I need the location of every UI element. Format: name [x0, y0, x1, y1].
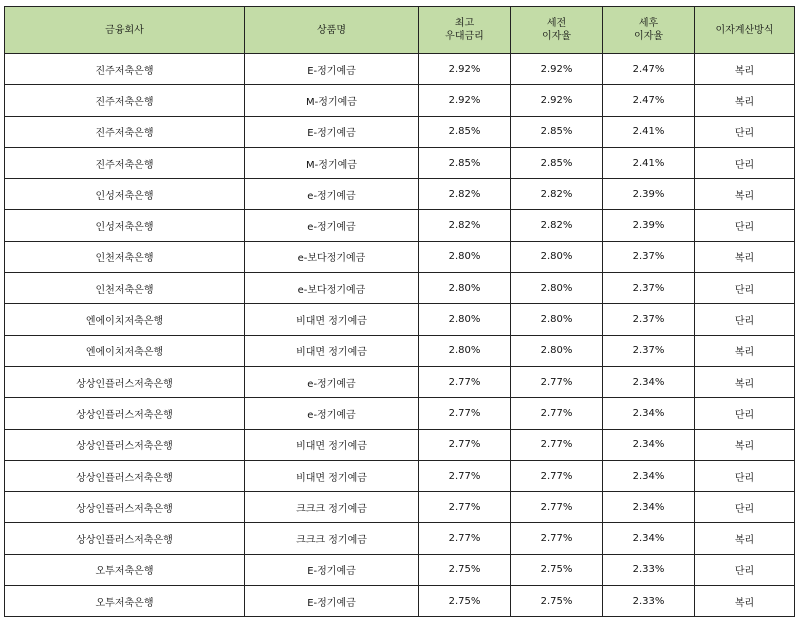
company-cell: 인성저축은행: [5, 210, 245, 241]
method-cell: 복리: [695, 523, 795, 554]
table-row: [5, 210, 795, 241]
max-rate-cell: 2.77%: [419, 492, 511, 523]
product-cell: 비대면 정기예금: [245, 304, 419, 335]
product-cell: M-정기예금: [245, 85, 419, 116]
pretax-rate-cell: 2.77%: [511, 398, 603, 429]
pretax-rate-cell: 2.82%: [511, 210, 603, 241]
table-row: [5, 304, 795, 335]
max-rate-cell: 2.77%: [419, 523, 511, 554]
aftertax-rate-cell: 2.39%: [603, 179, 695, 210]
pretax-rate-cell: 2.80%: [511, 241, 603, 272]
method-cell: 단리: [695, 273, 795, 304]
company-cell: 상상인플러스저축은행: [5, 492, 245, 523]
savings-rate-table: [4, 6, 795, 617]
product-cell: 비대면 정기예금: [245, 335, 419, 366]
aftertax-rate-cell: 2.34%: [603, 460, 695, 491]
table-row: [5, 554, 795, 585]
max-rate-cell: 2.80%: [419, 273, 511, 304]
header-product: 상품명: [245, 7, 419, 54]
max-rate-cell: 2.85%: [419, 147, 511, 178]
pretax-rate-cell: 2.92%: [511, 54, 603, 85]
max-rate-cell: 2.77%: [419, 460, 511, 491]
table-row: [5, 54, 795, 85]
product-cell: 비대면 정기예금: [245, 429, 419, 460]
product-cell: E-정기예금: [245, 54, 419, 85]
company-cell: 인천저축은행: [5, 273, 245, 304]
aftertax-rate-cell: 2.34%: [603, 429, 695, 460]
company-cell: 상상인플러스저축은행: [5, 366, 245, 397]
aftertax-rate-cell: 2.41%: [603, 116, 695, 147]
company-cell: 상상인플러스저축은행: [5, 460, 245, 491]
pretax-rate-cell: 2.77%: [511, 366, 603, 397]
pretax-rate-cell: 2.77%: [511, 492, 603, 523]
aftertax-rate-cell: 2.34%: [603, 523, 695, 554]
method-cell: 복리: [695, 241, 795, 272]
product-cell: e-정기예금: [245, 210, 419, 241]
max-rate-cell: 2.77%: [419, 429, 511, 460]
aftertax-rate-cell: 2.34%: [603, 492, 695, 523]
pretax-rate-cell: 2.75%: [511, 586, 603, 617]
pretax-rate-cell: 2.77%: [511, 523, 603, 554]
product-cell: e-정기예금: [245, 366, 419, 397]
table-row: [5, 492, 795, 523]
aftertax-rate-cell: 2.37%: [603, 241, 695, 272]
table-row: [5, 273, 795, 304]
company-cell: 진주저축은행: [5, 147, 245, 178]
pretax-rate-cell: 2.77%: [511, 460, 603, 491]
product-cell: e-정기예금: [245, 398, 419, 429]
product-cell: E-정기예금: [245, 554, 419, 585]
product-cell: E-정기예금: [245, 116, 419, 147]
company-cell: 상상인플러스저축은행: [5, 429, 245, 460]
aftertax-rate-cell: 2.34%: [603, 366, 695, 397]
pretax-rate-cell: 2.92%: [511, 85, 603, 116]
method-cell: 복리: [695, 179, 795, 210]
aftertax-rate-cell: 2.37%: [603, 273, 695, 304]
table-row: [5, 179, 795, 210]
header-interest-method: 이자계산방식: [695, 7, 795, 54]
pretax-rate-cell: 2.85%: [511, 147, 603, 178]
max-rate-cell: 2.85%: [419, 116, 511, 147]
company-cell: 인성저축은행: [5, 179, 245, 210]
company-cell: 인천저축은행: [5, 241, 245, 272]
method-cell: 복리: [695, 429, 795, 460]
company-cell: 오투저축은행: [5, 554, 245, 585]
method-cell: 단리: [695, 147, 795, 178]
company-cell: 오투저축은행: [5, 586, 245, 617]
aftertax-rate-cell: 2.33%: [603, 586, 695, 617]
method-cell: 복리: [695, 586, 795, 617]
pretax-rate-cell: 2.77%: [511, 429, 603, 460]
method-cell: 단리: [695, 116, 795, 147]
max-rate-cell: 2.92%: [419, 54, 511, 85]
table-row: [5, 85, 795, 116]
aftertax-rate-cell: 2.34%: [603, 398, 695, 429]
method-cell: 단리: [695, 460, 795, 491]
pretax-rate-cell: 2.85%: [511, 116, 603, 147]
max-rate-cell: 2.80%: [419, 335, 511, 366]
company-cell: 진주저축은행: [5, 85, 245, 116]
table-row: [5, 241, 795, 272]
method-cell: 복리: [695, 335, 795, 366]
table-row: [5, 366, 795, 397]
product-cell: M-정기예금: [245, 147, 419, 178]
table-row: [5, 586, 795, 617]
company-cell: 상상인플러스저축은행: [5, 398, 245, 429]
header-company: 금융회사: [5, 7, 245, 54]
aftertax-rate-cell: 2.47%: [603, 54, 695, 85]
aftertax-rate-cell: 2.37%: [603, 335, 695, 366]
table-row: [5, 523, 795, 554]
header-row: [5, 7, 795, 54]
max-rate-cell: 2.82%: [419, 210, 511, 241]
table-row: [5, 147, 795, 178]
method-cell: 단리: [695, 398, 795, 429]
aftertax-rate-cell: 2.39%: [603, 210, 695, 241]
header-max-preferential-rate: 최고 우대금리: [419, 7, 511, 54]
pretax-rate-cell: 2.82%: [511, 179, 603, 210]
product-cell: 크크크 정기예금: [245, 492, 419, 523]
table-row: [5, 398, 795, 429]
company-cell: 상상인플러스저축은행: [5, 523, 245, 554]
pretax-rate-cell: 2.80%: [511, 335, 603, 366]
table-row: [5, 335, 795, 366]
pretax-rate-cell: 2.80%: [511, 273, 603, 304]
product-cell: E-정기예금: [245, 586, 419, 617]
max-rate-cell: 2.92%: [419, 85, 511, 116]
product-cell: 크크크 정기예금: [245, 523, 419, 554]
method-cell: 단리: [695, 210, 795, 241]
aftertax-rate-cell: 2.33%: [603, 554, 695, 585]
method-cell: 복리: [695, 54, 795, 85]
max-rate-cell: 2.80%: [419, 304, 511, 335]
max-rate-cell: 2.82%: [419, 179, 511, 210]
aftertax-rate-cell: 2.41%: [603, 147, 695, 178]
method-cell: 단리: [695, 554, 795, 585]
method-cell: 복리: [695, 85, 795, 116]
max-rate-cell: 2.75%: [419, 554, 511, 585]
pretax-rate-cell: 2.75%: [511, 554, 603, 585]
method-cell: 복리: [695, 366, 795, 397]
company-cell: 진주저축은행: [5, 116, 245, 147]
method-cell: 단리: [695, 304, 795, 335]
company-cell: 엔에이치저축은행: [5, 335, 245, 366]
product-cell: 비대면 정기예금: [245, 460, 419, 491]
aftertax-rate-cell: 2.47%: [603, 85, 695, 116]
table-row: [5, 429, 795, 460]
company-cell: 엔에이치저축은행: [5, 304, 245, 335]
max-rate-cell: 2.80%: [419, 241, 511, 272]
product-cell: e-보다정기예금: [245, 241, 419, 272]
max-rate-cell: 2.77%: [419, 398, 511, 429]
max-rate-cell: 2.77%: [419, 366, 511, 397]
table-row: [5, 460, 795, 491]
max-rate-cell: 2.75%: [419, 586, 511, 617]
aftertax-rate-cell: 2.37%: [603, 304, 695, 335]
header-pretax-rate: 세전 이자율: [511, 7, 603, 54]
method-cell: 단리: [695, 492, 795, 523]
company-cell: 진주저축은행: [5, 54, 245, 85]
product-cell: e-보다정기예금: [245, 273, 419, 304]
product-cell: e-정기예금: [245, 179, 419, 210]
table-row: [5, 116, 795, 147]
pretax-rate-cell: 2.80%: [511, 304, 603, 335]
header-aftertax-rate: 세후 이자율: [603, 7, 695, 54]
